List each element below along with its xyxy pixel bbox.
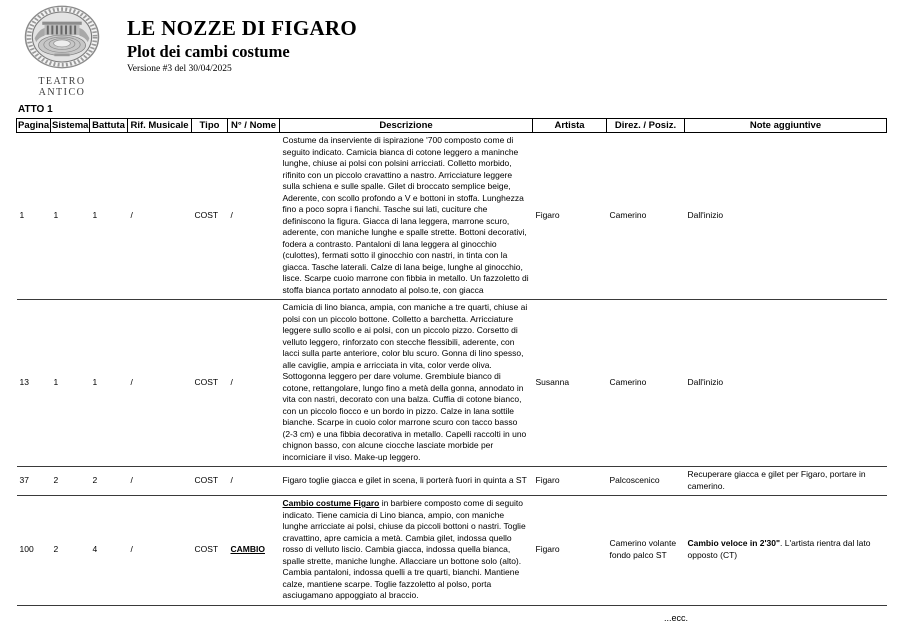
- cell-rif-musicale: /: [128, 133, 192, 300]
- cell-note: [685, 496, 887, 606]
- cell-nome: /: [228, 300, 280, 467]
- table-header-row: [17, 119, 887, 133]
- descrizione-text: Costume da inserviente di ispirazione '700 composto come di seguito indicato. Camicia bianca di cotone leggero a maninche lunghe, chiuse ai polsi con polsini arricciati. Colletto morbido, rifinito con un piccolo cravattino a nastro. Arricciature leggere sulla schiena e sulle spalle. Gilet di broccato semplice beige, Aderente, con scollo profondo a V e bottoni in stoffa. Lunghezza fino a poco sopra i fianchi. Tasche sui lati, cuciture che definiscono la figura. Giacca di lana leggera, marrone scuro, aderente, con maniche lunghe e spalle strette. Bottoni decorativi, fodera a contrasto. Pantaloni di lana leggera al ginocchio (culottes), fermati sotto il ginocchio con nastri, in tinta con la giacca. Tasche laterali. Calze di lana beige, lunghe al ginocchio, lisce. Scarpe cuoio marrone con fibbia in metallo. Un fazzoletto di stoffa bianca portato annodato al polso.te, con giacca: [282, 135, 529, 295]
- cell-descrizione: [280, 300, 533, 467]
- cell-battuta: 1: [90, 300, 128, 467]
- logo-line2: ANTICO: [38, 87, 86, 98]
- cell-artista: Figaro: [533, 467, 607, 496]
- version-label: Versione #3 del 30/04/2025: [127, 64, 232, 74]
- cell-descrizione: [280, 467, 533, 496]
- col-header-note-aggiuntive: Note aggiuntive: [685, 119, 887, 133]
- cell-direz-posiz: Camerino volante fondo palco ST: [607, 496, 685, 606]
- descrizione-text: Camicia di lino bianca, ampia, con maniche a tre quarti, chiuse ai polsi con un piccolo bottone. Colletto a barchetta. Arricciature leggere sullo scollo e ai polsi, con un piccolo pizzo. Corsetto di velluto leggero, rinforzato con stecche flessibili, aderente, con lacci sulla parte anteriore, color blu scuro. Gonna di lino spesso, alle caviglie, ampia e arricciata in vita, color verde oliva. Sottogonna leggero per dare volume. Grembiule bianco di cotone, rettangolare, lungo fino a metà della gonna, annodato in vita con nastri, decorato con una balza. Cuffia di cotone bianco, con un piccolo fiocco e un bordo in pizzo. Calze in lana sottile bianche. Scarpe in cuoio color marrone scuro con tacco basso (2-3 cm) e una fibbia decorativa in metallo. Capelli raccolti in uno chignon basso, con alcune ciocche lasciate morbide per incorniciare il viso. Make-up leggero.: [282, 302, 528, 462]
- cell-direz-posiz: Palcoscenico: [607, 467, 685, 496]
- note-bold: Cambio veloce in 2'30": [687, 538, 781, 549]
- cell-tipo: COST: [192, 133, 228, 300]
- table-row: [17, 496, 887, 606]
- cell-sistema: 1: [51, 133, 90, 300]
- document-title: LE NOZZE DI FIGARO: [127, 16, 358, 40]
- teatro-antico-logo: [20, 5, 104, 98]
- logo-line1: TEATRO: [38, 76, 86, 87]
- cell-direz-posiz: Camerino: [607, 300, 685, 467]
- document-subtitle: Plot dei cambi costume: [127, 42, 290, 61]
- cell-pagina: 37: [17, 467, 51, 496]
- cell-pagina: 1: [17, 133, 51, 300]
- cell-direz-posiz: Camerino: [607, 133, 685, 300]
- cell-artista: Figaro: [533, 496, 607, 606]
- cell-descrizione: [280, 496, 533, 606]
- act-label: ATTO 1: [18, 104, 53, 115]
- table-row: [17, 467, 887, 496]
- cell-nome: CAMBIO: [228, 496, 280, 606]
- cell-sistema: 2: [51, 467, 90, 496]
- cell-pagina: 13: [17, 300, 51, 467]
- logo-text: [20, 76, 104, 98]
- col-header-rif-musicale: Rif. Musicale: [128, 119, 192, 133]
- descrizione-text: Figaro toglie giacca e gilet in scena, li porterà fuori in quinta a ST: [282, 474, 527, 485]
- cell-pagina: 100: [17, 496, 51, 606]
- cell-nome: /: [228, 133, 280, 300]
- descrizione-bold: Cambio costume Figaro: [282, 498, 380, 508]
- cell-nome: /: [228, 467, 280, 496]
- cell-note: [685, 467, 887, 496]
- note-text: Dall'inizio: [687, 209, 724, 220]
- cell-descrizione: [280, 133, 533, 300]
- col-header-sistema: Sistema: [52, 120, 89, 131]
- costume-plot-table: [16, 118, 887, 606]
- col-header-nome: N° / Nome: [228, 119, 280, 133]
- cell-rif-musicale: /: [128, 300, 192, 467]
- col-header-pagina: Pagina: [18, 120, 50, 131]
- cell-rif-musicale: /: [128, 467, 192, 496]
- col-header-direz-posiz: Direz. / Posiz.: [607, 119, 685, 133]
- cell-tipo: COST: [192, 300, 228, 467]
- cell-sistema: 1: [51, 300, 90, 467]
- cell-battuta: 1: [90, 133, 128, 300]
- etc-label: ...ecc.: [664, 612, 689, 623]
- cell-tipo: COST: [192, 496, 228, 606]
- cell-tipo: COST: [192, 467, 228, 496]
- amphitheater-icon: [24, 5, 100, 69]
- col-header-descrizione: Descrizione: [280, 119, 533, 133]
- title-block: [127, 16, 357, 74]
- col-header-tipo: Tipo: [192, 119, 228, 133]
- cell-rif-musicale: /: [128, 496, 192, 606]
- cell-note: [685, 300, 887, 467]
- note-text: . L'artista rientra dal lato opposto (CT): [687, 538, 871, 560]
- cell-sistema: 2: [51, 496, 90, 606]
- cell-battuta: 4: [90, 496, 128, 606]
- col-header-artista: Artista: [533, 119, 607, 133]
- table-row: [17, 133, 887, 300]
- cell-artista: Figaro: [533, 133, 607, 300]
- table-row: [17, 300, 887, 467]
- descrizione-text: in barbiere composto come di seguito indicato. Tiene camicia di Lino bianca, ampio, con maniche lunghe arricciate ai polsi, chiuse da piccoli bottoni o nastri. Toglie cravattino, apre camicia a metà. Cambia gilet, indossa quello rosso di velluto liscio. Cambia giacca, indossa quella bianca, spalle strette, maniche lunghe. Allacciare un bottone solo (alto). Cambia pantaloni, indossa quelli a tre quarti, bianchi. Mantiene calze, mantiene scarpe. Toglie fazzoletto al polso, porta asciugamano appoggiato al braccio.: [282, 498, 526, 600]
- costume-plot-table-wrap: [16, 118, 886, 623]
- cell-artista: Susanna: [533, 300, 607, 467]
- cell-note: [685, 133, 887, 300]
- col-header-battuta: Battuta: [90, 119, 128, 133]
- note-text: Dall'inizio: [687, 376, 724, 387]
- cell-battuta: 2: [90, 467, 128, 496]
- note-text: Recuperare giacca e gilet per Figaro, portare in camerino.: [687, 469, 866, 491]
